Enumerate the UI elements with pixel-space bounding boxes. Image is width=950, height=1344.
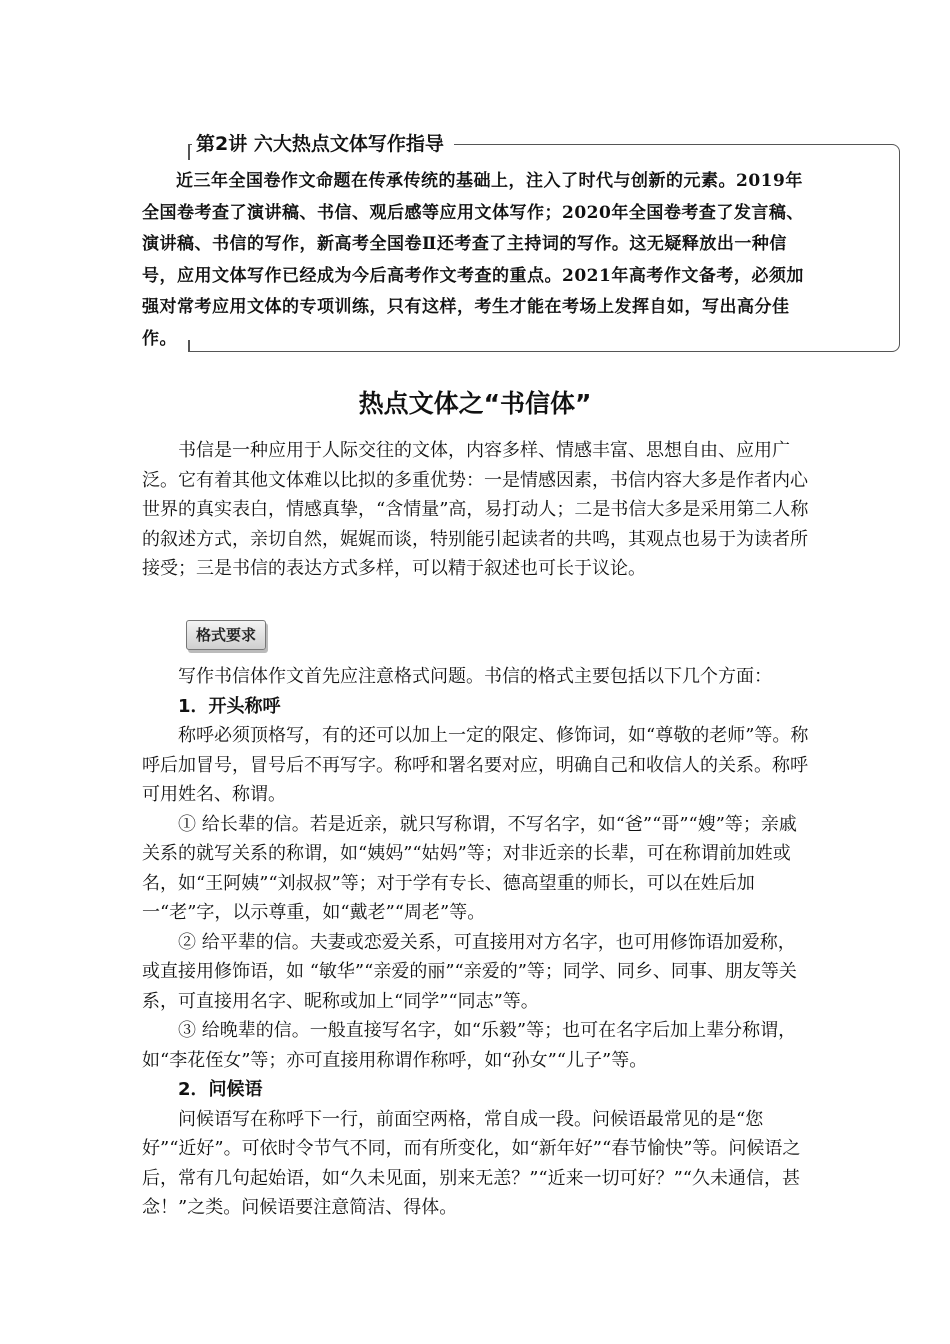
item1-paragraph: ③ 给晚辈的信。一般直接写名字，如“乐毅”等；也可在名字后加上辈分称谓，如“李花侄女”等；亦可直接用称谓作称呼，如“孙女”“儿子”等。 <box>142 1020 797 1071</box>
section-intro-block <box>142 436 812 584</box>
item1-paragraph: ② 给平辈的信。夫妻或恋爱关系，可直接用对方名字，也可用修饰语加爱称，或直接用修饰语，如 “敏华”“亲爱的丽”“亲爱的”等；同学、同乡、同事、朋友等关系，可直接用名字、昵称或加上“同学”“同志”等。 <box>142 931 797 1012</box>
item1-heading: 1．开头称呼 <box>178 695 281 717</box>
lecture-title: 第2讲 六大热点文体写作指导 <box>192 132 454 156</box>
intro-text <box>142 166 812 355</box>
frame-corner <box>188 144 190 160</box>
intro-box <box>142 132 900 352</box>
item2-paragraph: 问候语写在称呼下一行，前面空两格，常自成一段。问候语最常见的是“您好”“近好”。可依时令节气不同，而有所变化，如“新年好”“春节愉快”等。问候语之后，常有几句起始语，如“久未见面，别来无恙？”“近来一切可好？”“久未通信，甚念！”之类。问候语要注意简洁、得体。 <box>142 1108 801 1218</box>
section-title: 热点文体之“书信体” <box>358 389 592 418</box>
item1-paragraph: ① 给长辈的信。若是近亲，就只写称谓，不写名字，如“爸”“哥”“嫂”等；亲戚关系的就写关系的称谓，如“姨妈”“姑妈”等；对非近亲的长辈，可在称谓前加姓或名，如“王阿姨”“刘叔叔”等；对于学有专长、德高望重的师长，可以在姓后加一“老”字，以示尊重，如“戴老”“周老”等。 <box>142 813 797 923</box>
format-intro: 写作书信体作文首先应注意格式问题。书信的格式主要包括以下几个方面： <box>178 666 772 687</box>
format-badge: 格式要求 <box>186 620 266 650</box>
section-intro: 书信是一种应用于人际交往的文体，内容多样、情感丰富、思想自由、应用广泛。它有着其他文体难以比拟的多重优势：一是情感因素，书信内容大多是作者内心世界的真实表白，情感真挚，“含情量”高，易打动人；二是书信大多是采用第二人称的叙述方式，亲切自然，娓娓而谈，特别能引起读者的共鸣，其观点也易于为读者所接受；三是书信的表达方式多样，可以精于叙述也可长于议论。 <box>142 440 809 579</box>
item1-paragraph: 称呼必须顶格写，有的还可以加上一定的限定、修饰词，如“尊敬的老师”等。称呼后加冒号，冒号后不再写字。称呼和署名要对应，明确自己和收信人的关系。称呼可用姓名、称谓。 <box>142 725 809 805</box>
item2-heading: 2．问候语 <box>178 1079 263 1100</box>
format-content <box>142 662 812 1223</box>
intro-paragraph: 近三年全国卷作文命题在传承传统的基础上，注入了时代与创新的元素。2019年全国卷考查了演讲稿、书信、观后感等应用文体写作；2020年全国卷考查了发言稿、演讲稿、书信的写作，新高考全国卷Ⅱ还考查了主持词的写作。这无疑释放出一种信号，应用文体写作已经成为今后高考作文考查的重点。2021年高考作文备考，必须加强对常考应用文体的专项训练，只有这样，考生才能在考场上发挥自如，写出高分佳作。 <box>142 171 804 349</box>
